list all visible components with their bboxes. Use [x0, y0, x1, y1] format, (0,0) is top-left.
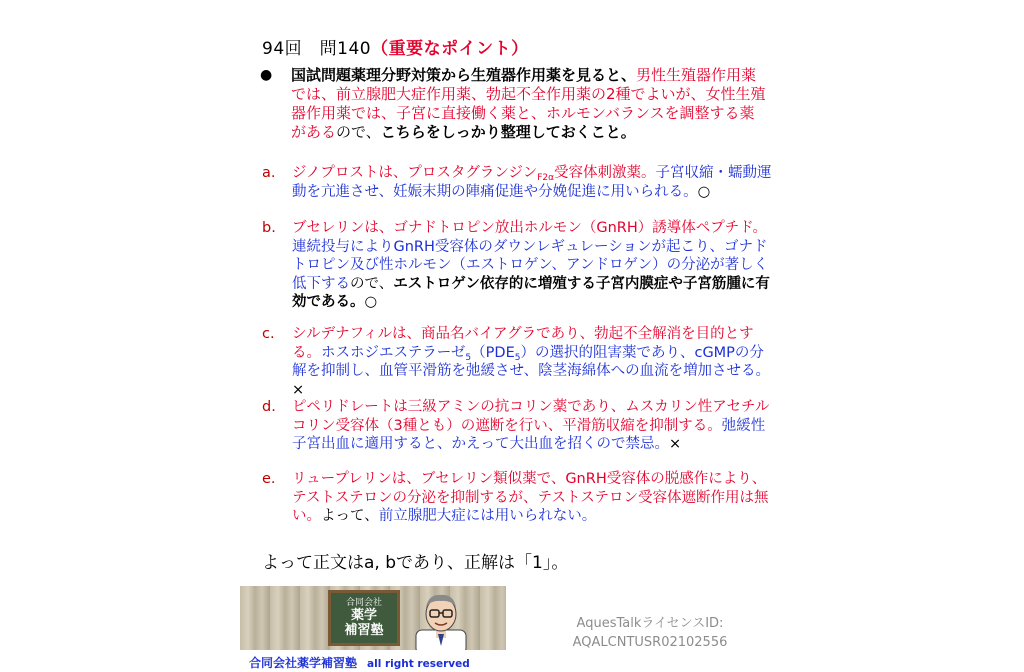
option-label: c. [262, 326, 275, 342]
option-label: a. [262, 165, 276, 181]
teacher-illustration-icon [408, 590, 474, 650]
option-text: シルデナフィルは、商品名バイアグラであり、勃起不全解消を目的とする。ホスホジエステラーゼ$_5(PDE_5)$の選択的阻害薬であり、cGMPの分解を抑制し、血管平滑筋を弛緩させ、陰茎海綿体への血流を増加させる。× [292, 326, 771, 398]
question-number: 94回 問140 [262, 39, 372, 59]
conclusion: よって正文はa, bであり、正解は「1」。 [262, 553, 569, 573]
company-logo [240, 586, 506, 650]
option-text: ジノプロストは、プロスタグランジン$_{F2\alpha}$受容体刺激薬。子宮収縮・蠕動運動を亢進させ、妊娠末期の陣痛促進や分娩促進に用いられる。○ [292, 165, 772, 200]
company-caption: 合同会社薬学補習塾 all right reserved [249, 656, 470, 670]
option-text: リュープレリンは、ブセレリン類似薬で、GnRH受容体の脱感作により、テストステロンの分泌を抑制するが、テストステロン受容体遮断作用は無い。よって、前立腺肥大症には用いられない。 [292, 471, 769, 524]
option-label: d. [262, 399, 276, 415]
option-label: b. [262, 220, 276, 236]
option-text: ブセレリンは、ゴナドトロピン放出ホルモン（GnRH）誘導体ペプチド。連続投与によりGnRH受容体のダウンレギュレーションが起こり、ゴナドトロピン及び性ホルモン（エストロゲン、アンドロゲン）の分泌が著しく低下するので、エストロゲン依存的に増殖する子宮内膜症や子宮筋腫に有効である。○ [292, 220, 770, 310]
bullet-icon: ● [260, 67, 273, 83]
chalkboard: 合同会社 薬学 補習塾 [328, 590, 400, 646]
overview-text: 国試問題薬理分野対策から生殖器作用薬を見ると、男性生殖器作用薬では、前立腺肥大症作用薬、勃起不全作用薬の2種でよいが、女性生殖器作用薬では、子宮に直接働く薬と、ホルモンバランスを調整する薬があるので、こちらをしっかり整理しておくこと。 [291, 66, 766, 141]
option-text: ピペリドレートは三級アミンの抗コリン薬であり、ムスカリン性アセチルコリン受容体（3種とも）の遮断を行い、平滑筋収縮を抑制する。弛緩性子宮出血に適用すると、かえって大出血を招くので禁忌。× [292, 399, 770, 452]
aquestalk-license: AquesTalkライセンスID: AQALCNTUSR02102556 [572, 616, 728, 650]
important-points-heading: （重要なポイント） [371, 39, 529, 59]
option-label: e. [262, 471, 276, 487]
page-title [262, 34, 529, 59]
